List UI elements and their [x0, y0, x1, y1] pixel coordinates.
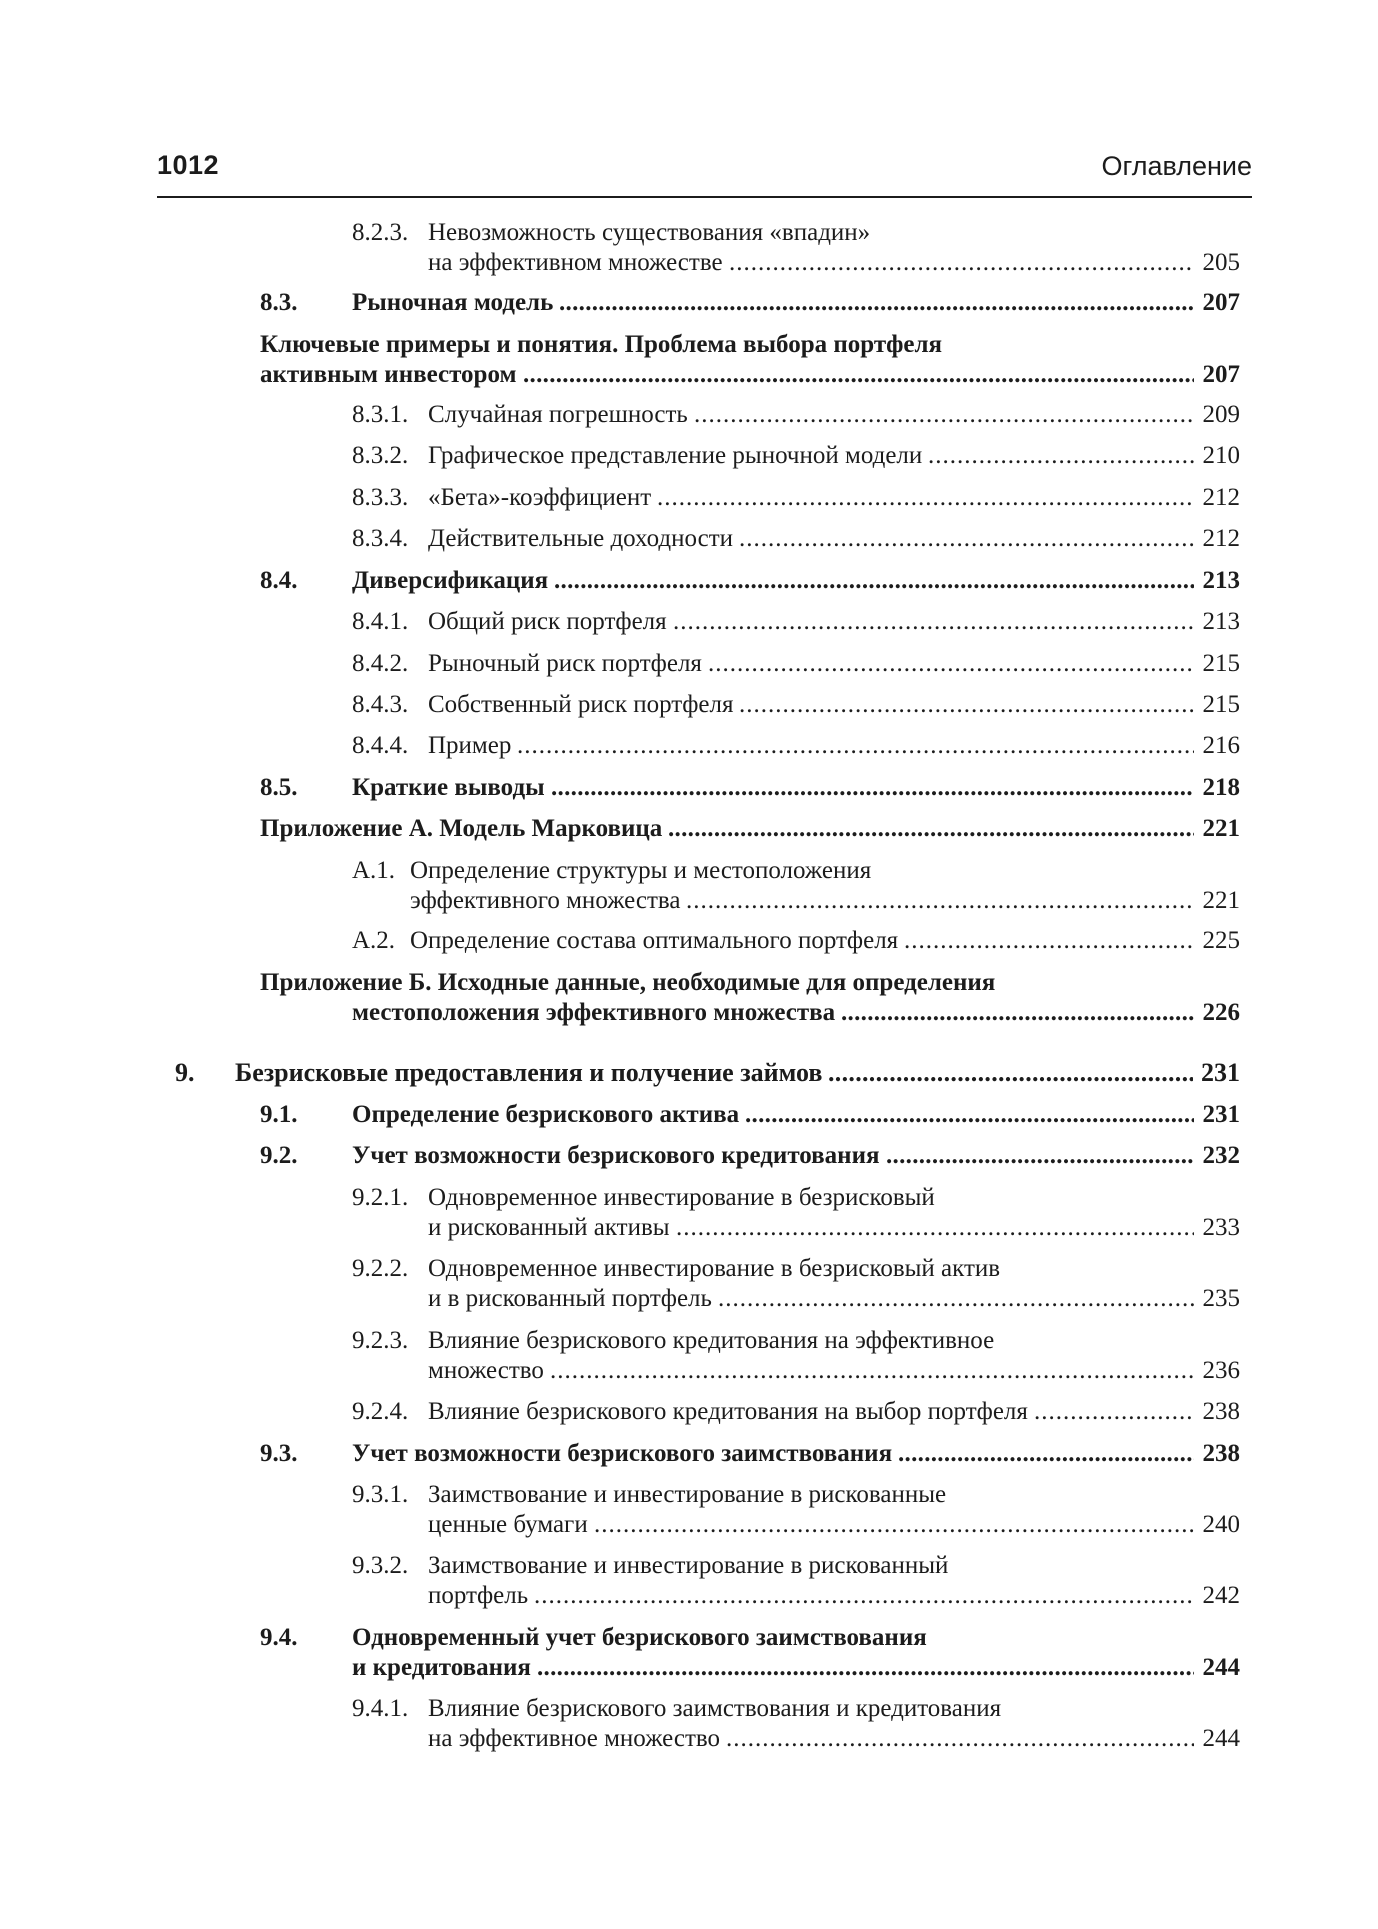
- toc-entry[interactable]: [0, 856, 1240, 916]
- dot-leader: [523, 360, 1194, 390]
- section-number: 8.4.: [260, 567, 298, 594]
- section-title: Определение состава оптимального портфеля: [410, 927, 899, 954]
- toc-entry[interactable]: [0, 1141, 1240, 1171]
- dot-leader: [841, 998, 1194, 1028]
- section-number: 9.4.: [260, 1624, 298, 1651]
- toc-entry[interactable]: [0, 566, 1240, 596]
- section-title: Действительные доходности: [428, 525, 734, 552]
- section-number: 8.4.3.: [352, 691, 409, 718]
- dot-leader: [517, 731, 1194, 761]
- page-reference: 231: [1201, 1058, 1240, 1087]
- page-reference: 232: [1202, 1142, 1240, 1169]
- section-title: Одновременный учет безрискового заимствования: [352, 1624, 927, 1651]
- page-reference: 236: [1202, 1357, 1240, 1384]
- page-reference: 235: [1202, 1285, 1240, 1312]
- section-title-continuation: и кредитования: [352, 1654, 531, 1681]
- toc-entry[interactable]: [0, 524, 1240, 554]
- toc-entry[interactable]: [0, 814, 1240, 844]
- section-title-continuation: портфель: [428, 1582, 529, 1609]
- toc-entry[interactable]: [0, 731, 1240, 761]
- section-title-continuation: на эффективном множестве: [428, 249, 723, 276]
- dot-leader: [537, 1653, 1194, 1683]
- section-title-continuation: на эффективное множество: [428, 1725, 721, 1752]
- page-reference: 221: [1202, 887, 1240, 914]
- section-title: Учет возможности безрискового заимствования: [352, 1440, 893, 1467]
- dot-leader: [928, 441, 1194, 471]
- toc-entry[interactable]: [0, 483, 1240, 513]
- page-reference: 226: [1202, 999, 1240, 1026]
- section-title: Общий риск портфеля: [428, 608, 667, 635]
- dot-leader: [559, 288, 1194, 318]
- section-title: Графическое представление рыночной модели: [428, 442, 923, 469]
- section-number: 8.3.2.: [352, 442, 409, 469]
- dot-leader: [657, 483, 1194, 513]
- section-title: Приложение Б. Исходные данные, необходимые для определения: [260, 969, 996, 996]
- section-number: 8.4.2.: [352, 650, 409, 677]
- toc-entry[interactable]: [0, 1100, 1240, 1130]
- section-title: Рыночный риск портфеля: [428, 650, 702, 677]
- toc-entry[interactable]: [0, 690, 1240, 720]
- dot-leader: [550, 1356, 1194, 1386]
- page-reference: 233: [1202, 1214, 1240, 1241]
- toc-entry[interactable]: [0, 1326, 1240, 1386]
- page-reference: 212: [1202, 525, 1240, 552]
- toc-entry[interactable]: [0, 968, 1240, 1028]
- section-title-continuation: множество: [428, 1357, 544, 1384]
- section-number: 9.3.2.: [352, 1552, 409, 1579]
- dot-leader: [676, 1213, 1194, 1243]
- section-title: Случайная погрешность: [428, 401, 688, 428]
- dot-leader: [686, 886, 1194, 916]
- section-title: Одновременное инвестирование в безрисковый: [428, 1184, 935, 1211]
- page-reference: 213: [1202, 567, 1240, 594]
- section-title-continuation: и в рискованный портфель: [428, 1285, 712, 1312]
- toc-entry[interactable]: [0, 1254, 1240, 1314]
- section-number: 9.2.3.: [352, 1327, 409, 1354]
- section-number: 9.2.4.: [352, 1398, 409, 1425]
- toc-entry[interactable]: [0, 1480, 1240, 1540]
- page-reference: 216: [1202, 732, 1240, 759]
- page-reference: 215: [1202, 691, 1240, 718]
- section-title-continuation: эффективного множества: [410, 887, 681, 914]
- toc-entry[interactable]: [0, 1058, 1240, 1088]
- section-title-continuation: активным инвестором: [260, 361, 517, 388]
- toc-entry[interactable]: [0, 1551, 1240, 1611]
- toc-entry[interactable]: [0, 400, 1240, 430]
- page-reference: 244: [1202, 1725, 1240, 1752]
- section-title: Учет возможности безрискового кредитования: [352, 1142, 880, 1169]
- page-reference: 205: [1202, 249, 1240, 276]
- dot-leader: [1034, 1397, 1194, 1427]
- section-number: 8.2.3.: [352, 219, 409, 246]
- dot-leader: [668, 814, 1194, 844]
- page-reference: 215: [1202, 650, 1240, 677]
- page-reference: 218: [1202, 774, 1240, 801]
- section-number: А.1.: [352, 857, 396, 884]
- section-title: Краткие выводы: [352, 774, 545, 801]
- page-reference: 238: [1202, 1398, 1240, 1425]
- page-reference: 242: [1202, 1582, 1240, 1609]
- toc-entry[interactable]: [0, 441, 1240, 471]
- dot-leader: [708, 649, 1194, 679]
- section-number: 8.3.: [260, 289, 298, 316]
- dot-leader: [673, 607, 1194, 637]
- dot-leader: [554, 566, 1194, 596]
- section-number: 8.3.3.: [352, 484, 409, 511]
- toc-entry[interactable]: [0, 1397, 1240, 1427]
- dot-leader: [726, 1724, 1194, 1754]
- section-title: Определение безрискового актива: [352, 1101, 740, 1128]
- toc-entry[interactable]: [0, 1439, 1240, 1469]
- page-reference: 225: [1202, 927, 1240, 954]
- dot-leader: [694, 400, 1194, 430]
- page-reference: 207: [1202, 289, 1240, 316]
- section-number: 8.5.: [260, 774, 298, 801]
- section-number: 9.1.: [260, 1101, 298, 1128]
- page-reference: 207: [1202, 361, 1240, 388]
- dot-leader: [898, 1439, 1194, 1469]
- section-number: 9.2.: [260, 1142, 298, 1169]
- page-reference: 240: [1202, 1511, 1240, 1538]
- section-title: Определение структуры и местоположения: [410, 857, 872, 884]
- section-title: Пример: [428, 732, 512, 759]
- dot-leader: [594, 1510, 1194, 1540]
- toc-entry[interactable]: [0, 1623, 1240, 1683]
- section-number: 8.4.4.: [352, 732, 409, 759]
- section-title: Влияние безрискового кредитования на эффективное: [428, 1327, 995, 1354]
- section-number: 9.4.1.: [352, 1695, 409, 1722]
- page-reference: 221: [1202, 815, 1240, 842]
- section-number: А.2.: [352, 927, 396, 954]
- section-title: Одновременное инвестирование в безрисковый актив: [428, 1255, 1001, 1282]
- section-title: Безрисковые предоставления и получение займов: [235, 1058, 823, 1087]
- section-number: 9.2.2.: [352, 1255, 409, 1282]
- running-title: Оглавление: [1101, 151, 1252, 181]
- toc-entry[interactable]: [0, 1694, 1240, 1754]
- page-reference: 231: [1202, 1101, 1240, 1128]
- section-number: 8.3.4.: [352, 525, 409, 552]
- section-title: Ключевые примеры и понятия. Проблема выбора портфеля: [260, 331, 943, 358]
- toc-entry[interactable]: [0, 218, 1240, 278]
- dot-leader: [828, 1058, 1193, 1088]
- page-reference: 213: [1202, 608, 1240, 635]
- section-title-continuation: местоположения эффективного множества: [352, 999, 836, 1026]
- page-reference: 244: [1202, 1654, 1240, 1681]
- toc-entry[interactable]: [0, 607, 1240, 637]
- dot-leader: [745, 1100, 1194, 1130]
- section-title: Рыночная модель: [352, 289, 554, 316]
- section-title: Диверсификация: [352, 567, 549, 594]
- section-title: Заимствование и инвестирование в рискованные: [428, 1481, 947, 1508]
- toc-entry[interactable]: [0, 773, 1240, 803]
- dot-leader: [739, 690, 1194, 720]
- dot-leader: [534, 1581, 1194, 1611]
- dot-leader: [739, 524, 1194, 554]
- toc-entry[interactable]: [0, 926, 1240, 956]
- page-reference: 238: [1202, 1440, 1240, 1467]
- dot-leader: [904, 926, 1194, 956]
- dot-leader: [886, 1141, 1194, 1171]
- section-number: 8.3.1.: [352, 401, 409, 428]
- toc-entry[interactable]: [0, 288, 1240, 318]
- dot-leader: [729, 248, 1194, 278]
- section-title: Приложение А. Модель Марковица: [260, 815, 663, 842]
- section-number: 9.2.1.: [352, 1184, 409, 1211]
- section-title-continuation: ценные бумаги: [428, 1511, 588, 1538]
- page-reference: 212: [1202, 484, 1240, 511]
- section-number: 9.: [175, 1058, 195, 1087]
- page-reference: 210: [1202, 442, 1240, 469]
- dot-leader: [551, 773, 1194, 803]
- section-title: Влияние безрискового кредитования на выбор портфеля: [428, 1398, 1028, 1425]
- section-title: Собственный риск портфеля: [428, 691, 734, 718]
- section-number: 8.4.1.: [352, 608, 409, 635]
- section-title: Заимствование и инвестирование в рискованный: [428, 1552, 949, 1579]
- dot-leader: [718, 1284, 1194, 1314]
- section-number: 9.3.: [260, 1440, 298, 1467]
- page-number: 1012: [157, 150, 220, 180]
- section-title-continuation: и рискованный активы: [428, 1214, 670, 1241]
- toc-entry[interactable]: [0, 1183, 1240, 1243]
- toc-entry[interactable]: [0, 330, 1240, 390]
- page-reference: 209: [1202, 401, 1240, 428]
- toc-entry[interactable]: [0, 649, 1240, 679]
- section-number: 9.3.1.: [352, 1481, 409, 1508]
- section-title: Влияние безрискового заимствования и кредитования: [428, 1695, 1002, 1722]
- section-title: «Бета»-коэффициент: [428, 484, 652, 511]
- section-title: Невозможность существования «впадин»: [428, 219, 871, 246]
